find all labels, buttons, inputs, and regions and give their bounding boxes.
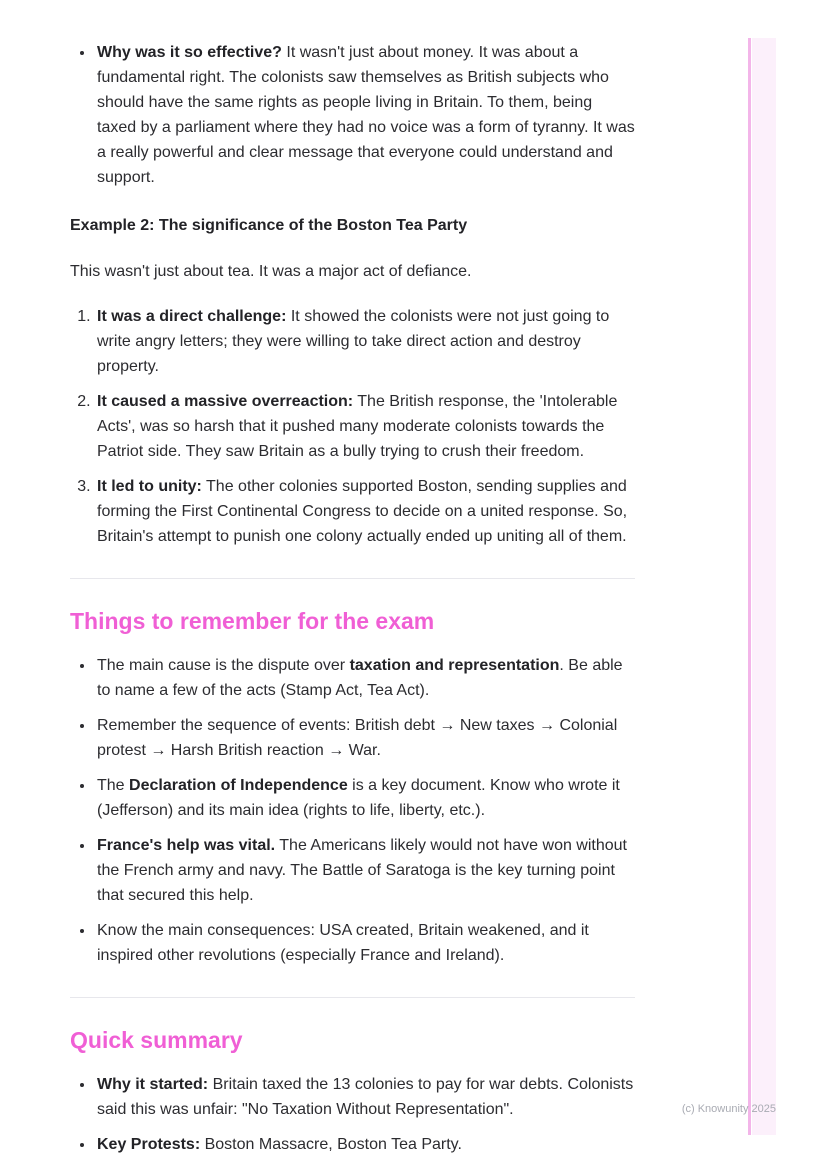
point-text: The other colonies supported Boston, sending supplies and forming the First Continental Congress to decide on a united response. So, Britain's attempt to punish one colony actually ended up uniting all of them. (97, 478, 628, 545)
document-page (70, 40, 635, 1157)
bullet-text: Britain taxed the 13 colonies to pay for war debts. Colonists said this was unfair: "No Taxation Without Representation". (97, 1076, 634, 1118)
list-item (95, 918, 635, 968)
bullet-post-text: is a key document. Know who wrote it (Jefferson) and its main idea (rights to life, liberty, etc.). (97, 777, 620, 819)
page-edge-line (748, 38, 751, 1135)
exam-section-heading: Things to remember for the exam (70, 608, 435, 634)
watermark-text: (c) Knowunity 2025 (681, 1103, 776, 1115)
list-item (95, 474, 635, 549)
list-item (95, 304, 635, 379)
point-text: It showed the colonists were not just going to write angry letters; they were willing to take direct action and destroy property. (97, 308, 610, 375)
bullet-post-text: . Be able to name a few of the acts (Stamp Act, Tea Act). (97, 657, 623, 699)
point-bold-lead: It caused a massive overreaction: (97, 393, 354, 410)
example-heading: Example 2: The significance of the Boston Tea Party (70, 217, 468, 234)
bullet-bold-text: Declaration of Independence (129, 777, 348, 794)
list-item (95, 713, 635, 763)
ordered-points-list (70, 304, 635, 549)
bullet-pre-text: The (97, 777, 130, 794)
page-edge-band (752, 38, 776, 1135)
example-intro-paragraph: This wasn't just about tea. It was a major act of defiance. (70, 263, 472, 280)
bullet-bold-text: taxation and representation (349, 657, 560, 674)
intro-bullet-list (70, 40, 635, 190)
list-item (95, 389, 635, 464)
exam-bullet-list (70, 653, 635, 968)
bullet-pre-text: Know the main consequences: USA created, Britain weakened, and it inspired other revolutions (especially France and Ireland). (97, 922, 589, 964)
section-divider (70, 578, 635, 579)
bullet-post-text: The Americans likely would not have won without the French army and navy. The Battle of Saratoga is the key turning point that secured this help. (97, 837, 627, 904)
summary-bullet-list (70, 1072, 635, 1157)
list-item (95, 40, 635, 190)
bullet-bold-lead: Key Protests: (97, 1136, 201, 1153)
list-item (95, 833, 635, 908)
bullet-bold-lead: Why it started: (97, 1076, 209, 1093)
bullet-bold-lead: Why was it so effective? (97, 44, 282, 61)
bullet-text: It wasn't just about money. It was about a fundamental right. The colonists saw themselves as British subjects who should have the same rights as people living in Britain. To them, being taxed by a parliament where they had no voice was a form of tyranny. It was a really powerful and clear message that everyone could understand and support. (97, 44, 635, 186)
list-item (95, 1132, 635, 1157)
section-divider (70, 997, 635, 998)
point-bold-lead: It led to unity: (97, 478, 202, 495)
list-item (95, 773, 635, 823)
list-item (95, 1072, 635, 1122)
summary-section-heading: Quick summary (70, 1027, 243, 1053)
point-bold-lead: It was a direct challenge: (97, 308, 287, 325)
bullet-text: Boston Massacre, Boston Tea Party. (200, 1136, 462, 1153)
bullet-pre-text: The main cause is the dispute over (97, 657, 350, 674)
bullet-pre-text: Remember the sequence of events: British debt → New taxes → Colonial protest → Harsh British reaction → War. (97, 717, 618, 759)
list-item (95, 653, 635, 703)
point-text: The British response, the 'Intolerable Acts', was so harsh that it pushed many moderate colonists towards the Patriot side. They saw Britain as a bully trying to crush their freedom. (97, 393, 618, 460)
bullet-bold-text: France's help was vital. (97, 837, 276, 854)
